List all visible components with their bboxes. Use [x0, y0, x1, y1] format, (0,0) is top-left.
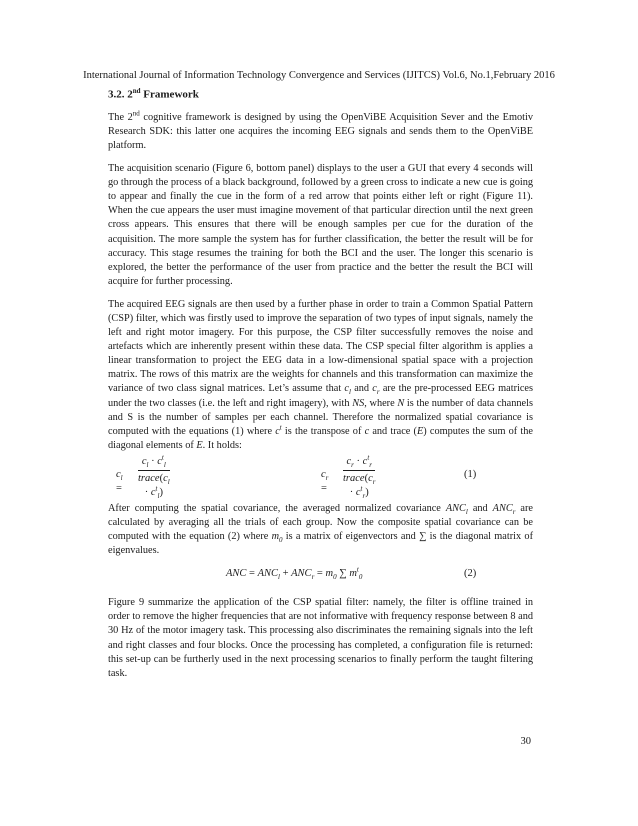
eq1-right-den-close: )	[365, 487, 369, 499]
eq1-right-lhs-var: c	[321, 468, 326, 480]
eq1-left-den-b-sup: t	[155, 484, 158, 493]
p3-n: N	[397, 397, 405, 409]
p4-ancl: ANC	[445, 502, 466, 514]
eq1-right-den-trace: trace	[343, 473, 365, 484]
p1-text-b: cognitive framework is designed by using the OpenViBE Acquisition Sever and the Emotiv Research SDK: this latter one acquires the incoming EEG signals and sends them to the OpenViBE platform.	[108, 111, 533, 151]
eq1-left-den-open: (	[159, 473, 164, 484]
eq1-left-den-b: c	[150, 487, 156, 499]
section-heading	[108, 84, 533, 102]
p3-ct-sup-text: t	[279, 423, 282, 432]
eq1-left-den-close: )	[159, 487, 163, 499]
section-number: 3.2. 2	[108, 88, 133, 101]
p3-ct: c	[275, 425, 280, 437]
p3-text-a: The acquired EEG signals are then used by a further phase in order to train a Common Spatial Pattern (CSP) filter, which was firstly used to improve the separation of two types of input signals, namely the left and right motor imagery. For this purpose, the CSP filter successfully removes the noise and artefacts which are inherently present within these data. The CSP special filter algorithm is applies a linear transformation to project the EEG data in a low-dimensional spatial space with a projection matrix. The rows of this matrix are the weights for channels and this transformation can maximize the variance of two class signal matrices. Let’s assume that	[108, 298, 533, 395]
eq2-m0b-sub: 0	[358, 573, 363, 582]
p3-c2: c	[364, 425, 370, 437]
eq1-left-den-b-sub: l	[157, 492, 160, 501]
p4-ancl-sub-text: l	[465, 507, 468, 516]
eq1-left-fraction	[138, 455, 170, 500]
eq1-right-den-b: c	[355, 487, 361, 499]
p3-E: E	[416, 425, 424, 437]
eq2-ancl-sub: l	[278, 573, 280, 582]
p3-cl: c	[344, 383, 349, 395]
p3-text-b: are the pre-processed EEG matrices under the two classes (i.e. the left and right imagery), with	[108, 383, 534, 409]
eq1-left-den-a-sub: l	[167, 478, 170, 487]
p4-text-b: are calculated by averaging all the trials of each group. Now the composite spatial covariance can be computed with the equation (2) where	[108, 502, 533, 543]
eq1-left-den-trace: trace	[138, 473, 160, 484]
eq1-right-numerator	[343, 455, 375, 471]
paragraph-5: Figure 9 summarize the application of the CSP spatial filter: namely, the filter is offline trained in order to remove the higher frequencies that are not informative with frequency response between 8 and 30 Hz of the motor imagery task. This processing also discriminates the remaining signals into the left and right classes and four blocks. Once the processing has completed, a configuration file is returned: this set-up can be furtherly used in the next processing scenarios to finally perform the taught filtering task.	[108, 597, 533, 679]
eq2-m0a: m	[325, 568, 334, 580]
eq2-m0b: m	[349, 568, 357, 580]
p1-text-a: The 2	[108, 111, 133, 123]
eq1-right-den-dot: ·	[349, 487, 356, 499]
eq1-right-equals: =	[321, 483, 327, 494]
eq1-left-num-a: c	[141, 455, 147, 467]
page-body	[108, 84, 533, 690]
eq2-equals-1: =	[246, 568, 258, 580]
eq1-left-lhs	[116, 468, 123, 496]
eq1-left-lhs-sub: l	[120, 474, 123, 482]
eq1-right-num-a-sub: r	[351, 461, 354, 469]
p3-text-f: and trace (	[369, 425, 417, 437]
eq2-ancr-sub: r	[311, 573, 315, 582]
equation-2	[108, 567, 533, 585]
eq1-right-denominator	[343, 471, 375, 500]
journal-header: International Journal of Information Technology Convergence and Services (IJITCS) Vol.6, No.1,February 2016	[83, 70, 555, 81]
p3-text-d: is the number of data channels and S is the number of samples per each channel. Therefore the normalized spatial covariance is computed with the equations (1) where	[108, 397, 533, 437]
eq2-m0b-sup: t	[356, 565, 359, 574]
section-title: Framework	[140, 88, 199, 101]
equation-2-number: (2)	[464, 568, 477, 580]
eq1-left-num-b-sub: l	[163, 461, 166, 469]
equation-2-body	[226, 567, 362, 581]
eq1-right-den-a: c	[368, 473, 373, 484]
p3-text-h: . It holds:	[202, 439, 242, 451]
p3-cl-sub-text: l	[349, 388, 351, 397]
paragraph-2: The acquisition scenario (Figure 6, bottom panel) displays to the user a GUI that every 4 seconds will go through the process of a black background, followed by a green cross to indicate a new cue is going to appear and finally the cue in the form of a red arrow that points either left or right (Figure 11). When the cue appears the user must imagine movement of that particular direction until the next green cross appears. This ensures that there will be enough samples per cue for the duration of the acquisition. The more sample the system has for further classification, the better the result will be for accuracy. This stage resumes the training for both the BCI and the user. The longer this scenario is explored, the better the performance of the user from practice and the better the result the BCI will acquire for further processing.	[108, 163, 533, 287]
p3-cr: c	[372, 383, 377, 395]
eq1-right-lhs	[321, 468, 328, 496]
eq2-plus: +	[279, 568, 292, 580]
eq2-ancl: ANC	[257, 568, 279, 580]
eq1-right-num-dot: ·	[353, 455, 363, 467]
eq1-left-num-b: c	[157, 455, 162, 467]
paragraph-4	[108, 502, 533, 558]
equation-1-number: (1)	[464, 468, 477, 480]
eq1-right-num-b-sup: t	[367, 453, 370, 462]
eq1-right-den-b-sup: t	[360, 484, 363, 493]
eq1-left-num-b-sup: t	[161, 453, 164, 462]
p4-ancr: ANC	[492, 502, 513, 514]
eq1-right-den-b-sub: r	[362, 492, 366, 501]
page-number: 30	[520, 736, 531, 747]
p3-text-g: ) computes the sum of the diagonal elements of	[108, 425, 533, 451]
p3-text-c: , where	[364, 397, 398, 409]
p4-m0: m	[271, 531, 280, 543]
p1-sup: nd	[132, 109, 140, 118]
eq1-right-num-b: c	[362, 455, 368, 467]
eq2-m0a-sub: 0	[333, 573, 337, 582]
eq1-left-lhs-var: c	[116, 468, 121, 480]
eq2-anc: ANC	[226, 568, 247, 580]
eq2-sum: ∑	[336, 568, 350, 580]
eq1-left-num-dot: ·	[148, 455, 158, 467]
paragraph-1	[108, 111, 533, 153]
eq1-right-num-a: c	[346, 455, 352, 467]
p4-sum-symbol: ∑	[419, 531, 427, 543]
p4-m0-sub-text: 0	[279, 536, 283, 545]
p4-text-a: After computing the spatial covariance, the averaged normalized covariance	[108, 502, 446, 514]
eq1-left-num-a-sub: l	[146, 461, 149, 469]
p3-text-e: is the transpose of	[281, 425, 365, 437]
p3-cr-sub-text: r	[376, 388, 380, 397]
paragraph-3	[108, 298, 533, 453]
p3-E2: E	[196, 439, 203, 451]
eq1-left-den-dot: ·	[144, 487, 151, 499]
eq2-ancr: ANC	[291, 568, 312, 580]
p3-ns: NS	[352, 397, 365, 409]
eq1-left-denominator	[138, 471, 170, 500]
p4-ancr-sub-text: r	[512, 507, 516, 516]
eq1-right-lhs-sub: r	[325, 474, 329, 482]
p4-text-d: is the diagonal matrix of eigenvalues.	[108, 531, 533, 557]
equation-1	[108, 453, 533, 501]
eq1-right-den-a-sub: r	[372, 478, 376, 487]
p4-and: and	[467, 502, 493, 514]
eq1-right-num-b-sub: r	[369, 461, 372, 469]
eq1-left-numerator	[138, 455, 170, 471]
p3-and: and	[350, 383, 373, 395]
p4-text-c: is a matrix of eigenvectors and	[282, 531, 420, 543]
eq1-right-den-open: (	[364, 473, 369, 484]
eq1-right-fraction	[343, 455, 375, 500]
eq2-equals-2: =	[314, 568, 326, 580]
section-number-sup: nd	[132, 87, 141, 95]
eq1-left-den-a: c	[163, 473, 168, 484]
eq1-left-equals: =	[116, 483, 122, 494]
